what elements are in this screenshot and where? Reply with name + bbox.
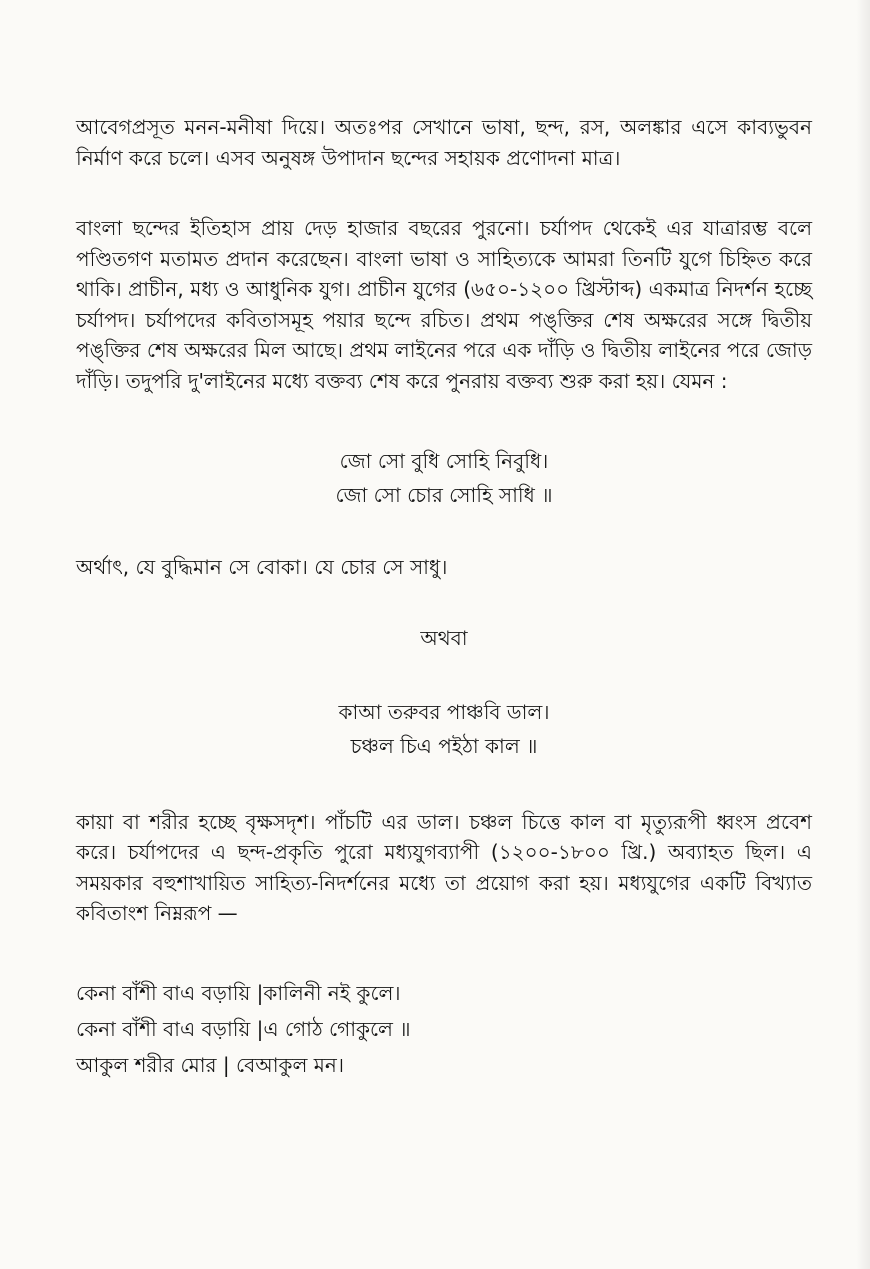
separator-or: অথবা [420, 625, 468, 650]
paragraph-explanation: কায়া বা শরীর হচ্ছে বৃক্ষসদৃশ। পাঁচটি এর ডাল। চঞ্চল চিত্তে কাল বা মৃত্যুরূপী ধ্বংস প্রবেশ করে। চর্যাপদের এ ছন্দ-প্রকৃতি পুরো মধ্যযুগব্যাপী (১২০০-১৮০০ খ্রি.) অব্যাহত ছিল। এ সময়কার বহুশাখায়িত সাহিত্য-নিদর্শনের মধ্যে তা প্রয়োগ করা হয়। মধ্যযুগের একটি বিখ্যাত কবিতাংশ নিম্নরূপ — [76, 809, 812, 925]
verse-line: কাআ তরুবর পাঞ্চবি ডাল। [338, 699, 550, 724]
page-edge-shadow [856, 0, 870, 1269]
verse-charyapada-2 [76, 695, 812, 763]
verse-medieval [76, 975, 812, 1083]
verse-line: জো সো চোর সোহি সাধি ॥ [335, 483, 553, 507]
verse-charyapada-1 [76, 444, 812, 512]
verse-line: চঞ্চল চিএ পইঠা কাল ॥ [350, 733, 538, 758]
verse-line: জো সো বুধি সোহি নিবুধি। [339, 449, 549, 473]
paragraph-meaning: অর্থাৎ, যে বুদ্ধিমান সে বোকা। যে চোর সে সাধু। [76, 555, 448, 579]
paragraph-history: বাংলা ছন্দের ইতিহাস প্রায় দেড় হাজার বছরের পুরনো। চর্যাপদ থেকেই এর যাত্রারম্ভ বলে পণ্ডিতগণ মতামত প্রদান করেছেন। বাংলা ভাষা ও সাহিত্যকে আমরা তিনটি যুগে চিহ্নিত করে থাকি। প্রাচীন, মধ্য ও আধুনিক যুগ। প্রাচীন যুগের (৬৫০-১২০০ খ্রিস্টাব্দ) একমাত্র নিদর্শন হচ্ছে চর্যাপদ। চর্যাপদের কবিতাসমূহ পয়ার ছন্দে রচিত। প্রথম পঙ্‌ক্তির শেষ অক্ষরের সঙ্গে দ্বিতীয় পঙ্‌ক্তির শেষ অক্ষরের মিল আছে। প্রথম লাইনের পরে এক দাঁড়ি ও দ্বিতীয় লাইনের পরে জোড় দাঁড়ি। তদুপরি দু'লাইনের মধ্যে বক্তব্য শেষ করে পুনরায় বক্তব্য শুরু করা হয়। যেমন : [76, 216, 812, 393]
paragraph-intro: আবেগপ্রসূত মনন-মনীষা দিয়ে। অতঃপর সেখানে ভাষা, ছন্দ, রস, অলঙ্কার এসে কাব্যভুবন নির্মাণ করে চলে। এসব অনুষঙ্গ উপাদান ছন্দের সহায়ক প্রণোদনা মাত্র। [76, 115, 812, 170]
verse-line: কেনা বাঁশী বাএ বড়ায়ি |এ গোঠ গোকুলে ॥ [76, 1016, 411, 1041]
verse-line: কেনা বাঁশী বাএ বড়ায়ি |কালিনী নই কুলে। [76, 980, 401, 1005]
verse-line: আকুল শরীর মোর | বেআকুল মন। [76, 1052, 344, 1077]
